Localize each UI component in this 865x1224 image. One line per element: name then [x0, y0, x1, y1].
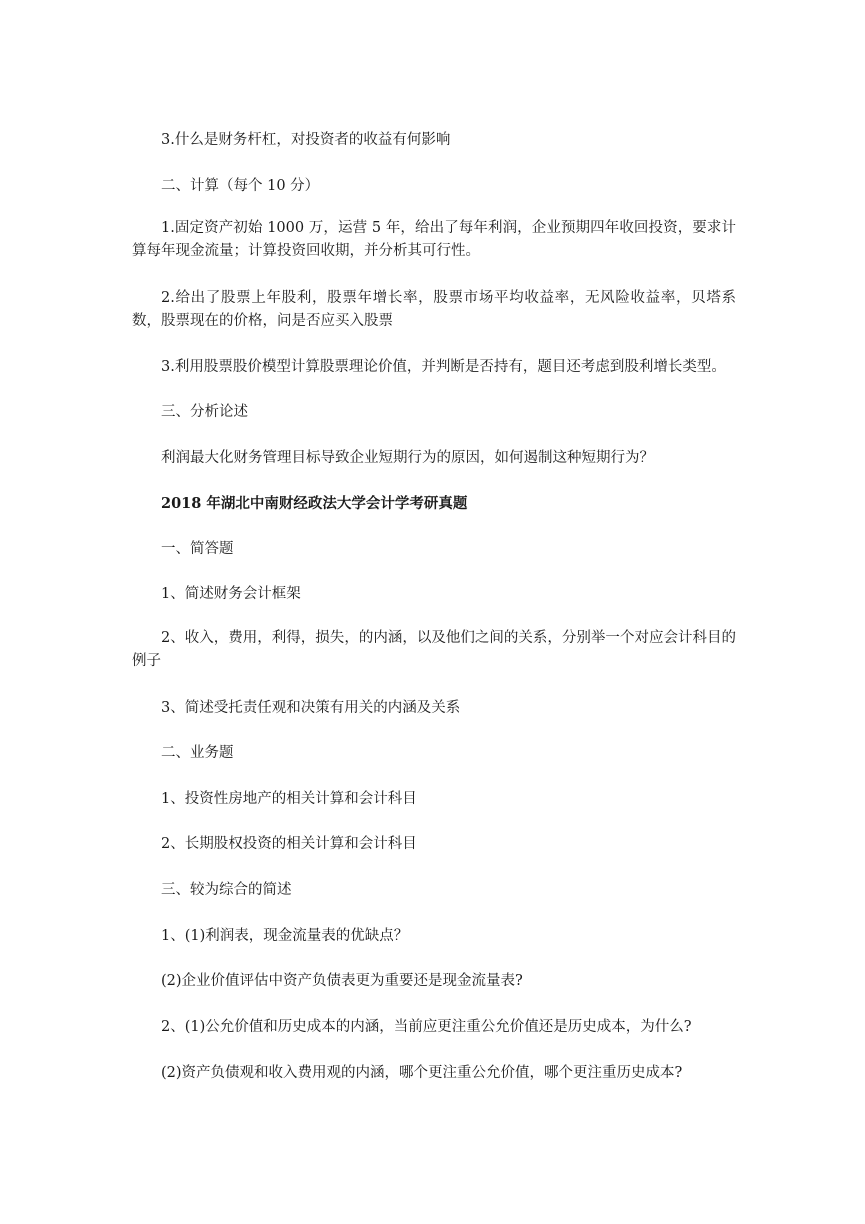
comprehensive-question-1b: (2)企业价值评估中资产负债表更为重要还是现金流量表? [161, 973, 523, 989]
comprehensive-question-1a: 1、(1)利润表，现金流量表的优缺点？ [161, 928, 409, 944]
comprehensive-question-2b: (2)资产负债观和收入费用观的内涵，哪个更注重公允价值，哪个更注重历史成本? [161, 1065, 683, 1081]
section-heading-short-answer: 一、简答题 [161, 541, 234, 557]
short-answer-1: 1、简述财务会计框架 [161, 586, 301, 602]
question-financial-leverage: 3.什么是财务杆杠，对投资者的收益有何影响 [161, 132, 451, 148]
business-question-1: 1、投资性房地产的相关计算和会计科目 [161, 791, 417, 807]
section-heading-analysis: 三、分析论述 [161, 404, 248, 420]
short-answer-3: 3、简述受托责任观和决策有用关的内涵及关系 [161, 700, 461, 716]
analysis-question: 利润最大化财务管理目标导致企业短期行为的原因，如何遏制这种短期行为？ [161, 450, 654, 466]
exam-title-2018: 2018 年湖北中南财经政法大学会计学考研真题 [161, 495, 468, 512]
business-question-2: 2、长期股权投资的相关计算和会计科目 [161, 836, 417, 852]
section-heading-calculation: 二、计算（每个 10 分） [161, 178, 320, 194]
calc-question-3: 3.利用股票股价模型计算股票理论价值，并判断是否持有，题目还考虑到股利增长类型。 [161, 359, 726, 375]
comprehensive-question-2a: 2、(1)公允价值和历史成本的内涵，当前应更注重公允价值还是历史成本，为什么? [161, 1019, 692, 1035]
section-heading-business: 二、业务题 [161, 745, 234, 761]
short-answer-2: 2、收入，费用，利得，损失，的内涵，以及他们之间的关系，分别举一个对应会计科目的例子 [132, 630, 736, 669]
calc-question-1: 1.固定资产初始 1000 万，运营 5 年，给出了每年利润，企业预期四年收回投资，要求计算每年现金流量；计算投资回收期，并分析其可行性。 [132, 220, 736, 259]
section-heading-comprehensive: 三、较为综合的简述 [161, 882, 292, 898]
calc-question-2: 2.给出了股票上年股利，股票年增长率，股票市场平均收益率，无风险收益率，贝塔系数，股票现在的价格，问是否应买入股票 [132, 290, 736, 329]
